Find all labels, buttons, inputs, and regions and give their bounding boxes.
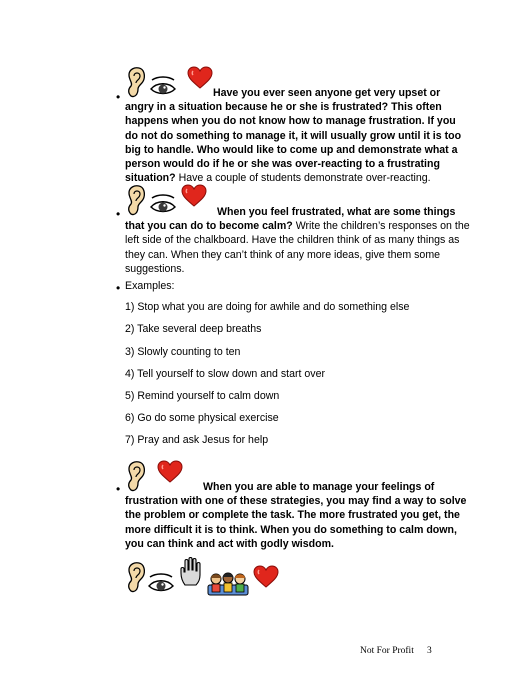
paragraph-1-bold: Have you ever seen anyone get very upset or angry in a situation because he or she is frustrated? This often happens when you do not know how to manage frustration. If you do not do something to manage it, it will usually grow until it is too big to handle. Who would like to come up and demonstrate what a person would do if he or she was over-reacting to a frustrating situation?	[125, 87, 462, 185]
paragraph-2-normal: Write the children’s responses on the left side of the chalkboard. Have the children think of as many things as they can. When they can’t think of any more ideas, give them some suggestions.	[125, 220, 470, 275]
heart-icon	[253, 565, 279, 589]
example-item: 3) Slowly counting to ten	[125, 346, 241, 358]
bottom-icon-row	[125, 557, 285, 597]
bullet: •	[116, 207, 121, 221]
example-item: 7) Pray and ask Jesus for help	[125, 434, 269, 446]
example-item: 4) Tell yourself to slow down and start over	[125, 368, 326, 380]
bullet: •	[116, 281, 121, 295]
group-icon	[207, 571, 249, 597]
eye-icon	[147, 573, 175, 595]
paragraph-1-normal: Have a couple of students demonstrate over-reacting.	[175, 172, 431, 185]
example-item: 1) Stop what you are doing for awhile and do something else	[125, 301, 410, 313]
example-item: 5) Remind yourself to calm down	[125, 390, 280, 402]
hand-icon	[179, 557, 203, 587]
paragraph-1	[125, 86, 470, 185]
paragraph-2	[125, 205, 470, 276]
ear-icon	[125, 561, 147, 595]
paragraph-3-bold: When you are able to manage your feelings of frustration with one of these strategies, you may find a way to solve the problem or complete the task. The more frustrated you get, the more difficult it is to think. When you do something to calm down, you can think and act with godly wisdom.	[125, 481, 467, 550]
example-item: 6) Go do some physical exercise	[125, 412, 279, 424]
bullet: •	[116, 90, 121, 104]
paragraph-2-bold: When you feel frustrated, what are some things that you can do to become calm?	[125, 206, 456, 233]
examples-label: Examples:	[125, 280, 175, 292]
paragraph-3	[125, 480, 470, 551]
page-number: 3	[427, 646, 432, 656]
example-item: 2) Take several deep breaths	[125, 323, 262, 335]
bullet: •	[116, 482, 121, 496]
footer-text: Not For Profit	[360, 646, 414, 656]
